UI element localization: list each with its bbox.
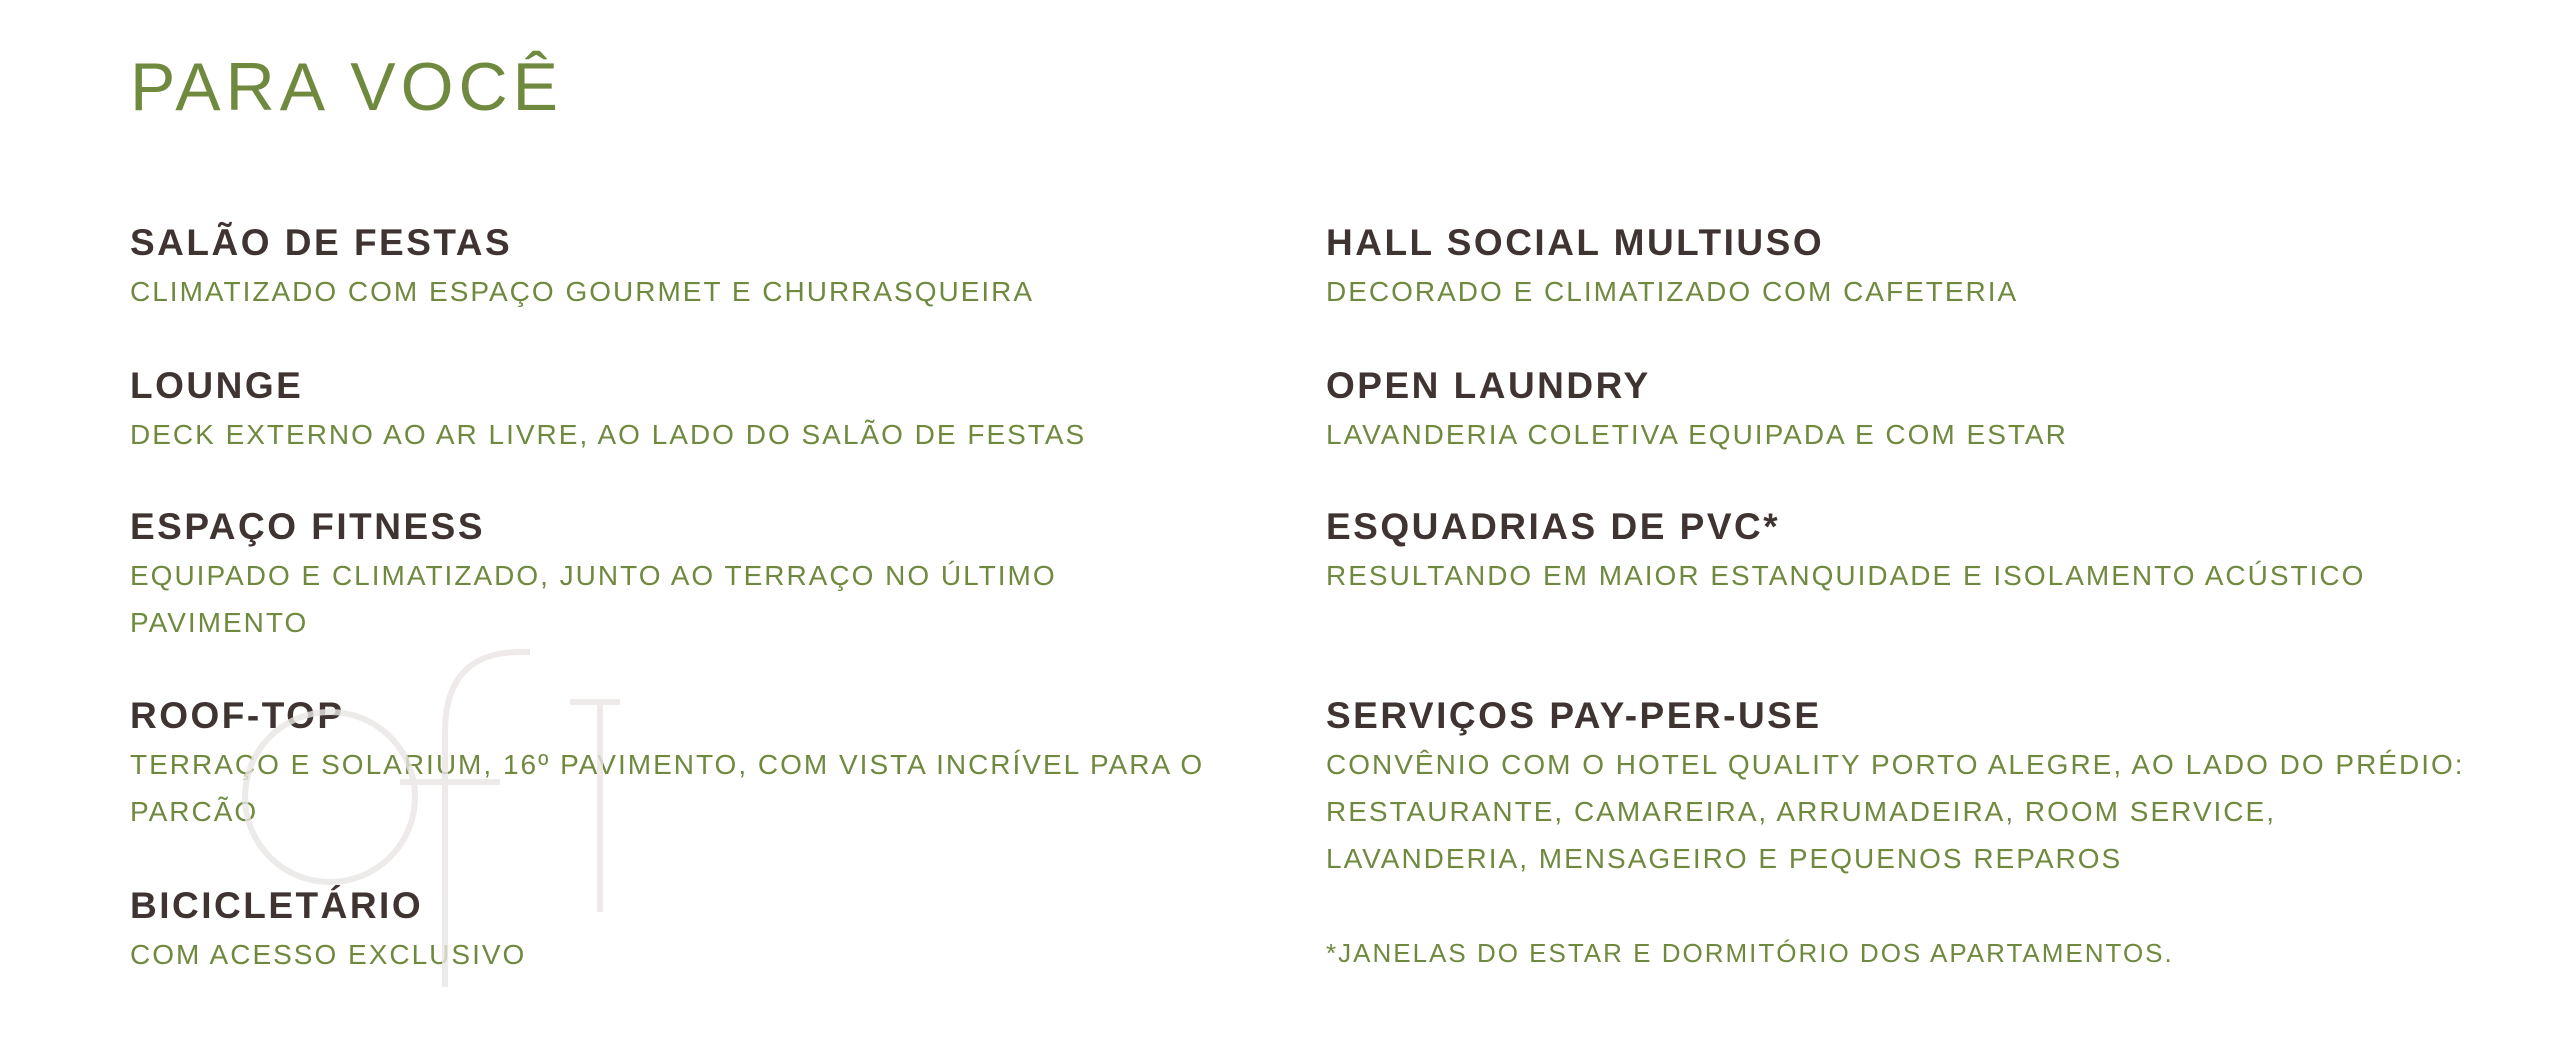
feature-title: SALÃO DE FESTAS bbox=[130, 222, 513, 263]
feature-title: ROOF-TOP bbox=[130, 695, 345, 736]
feature-title: ESPAÇO FITNESS bbox=[130, 506, 486, 547]
feature-description: RESULTANDO EM MAIOR ESTANQUIDADE E ISOLAMENTO ACÚSTICO bbox=[1326, 560, 2366, 591]
feature-description: DECK EXTERNO AO AR LIVRE, AO LADO DO SALÃO DE FESTAS bbox=[130, 419, 1087, 450]
feature-lounge bbox=[130, 361, 1240, 458]
footnote: *JANELAS DO ESTAR E DORMITÓRIO DOS APARTAMENTOS. bbox=[1326, 938, 2174, 968]
feature-title: BICICLETÁRIO bbox=[130, 885, 424, 926]
feature-description: LAVANDERIA COLETIVA EQUIPADA E COM ESTAR bbox=[1326, 419, 2068, 450]
feature-description: DECORADO E CLIMATIZADO COM CAFETERIA bbox=[1326, 276, 2019, 307]
feature-salao-de-festas bbox=[130, 218, 1240, 315]
feature-title: HALL SOCIAL MULTIUSO bbox=[1326, 222, 1825, 263]
feature-hall-social-multiuso bbox=[1326, 218, 2466, 315]
feature-roof-top bbox=[130, 691, 1240, 835]
feature-description: CONVÊNIO COM O HOTEL QUALITY PORTO ALEGRE, AO LADO DO PRÉDIO: RESTAURANTE, CAMAREIRA, ARRUMADEIRA, ROOM SERVICE, LAVANDERIA, MENSAGEIRO E PEQUENOS REPAROS bbox=[1326, 749, 2465, 874]
page-title: PARA VOCÊ bbox=[130, 49, 563, 125]
feature-description: COM ACESSO EXCLUSIVO bbox=[130, 939, 527, 970]
feature-bicicletario bbox=[130, 881, 1240, 978]
feature-title: ESQUADRIAS DE PVC* bbox=[1326, 506, 1781, 547]
feature-description: TERRAÇO E SOLARIUM, 16º PAVIMENTO, COM VISTA INCRÍVEL PARA O PARCÃO bbox=[130, 749, 1205, 827]
feature-title: SERVIÇOS PAY-PER-USE bbox=[1326, 695, 1822, 736]
feature-servicos-pay-per-use bbox=[1326, 691, 2466, 882]
feature-title: LOUNGE bbox=[130, 365, 304, 406]
feature-title: OPEN LAUNDRY bbox=[1326, 365, 1651, 406]
feature-open-laundry bbox=[1326, 361, 2466, 458]
feature-espaco-fitness bbox=[130, 502, 1240, 646]
feature-description: EQUIPADO E CLIMATIZADO, JUNTO AO TERRAÇO NO ÚLTIMO PAVIMENTO bbox=[130, 560, 1057, 638]
feature-description: CLIMATIZADO COM ESPAÇO GOURMET E CHURRASQUEIRA bbox=[130, 276, 1035, 307]
feature-esquadrias-de-pvc bbox=[1326, 502, 2466, 599]
